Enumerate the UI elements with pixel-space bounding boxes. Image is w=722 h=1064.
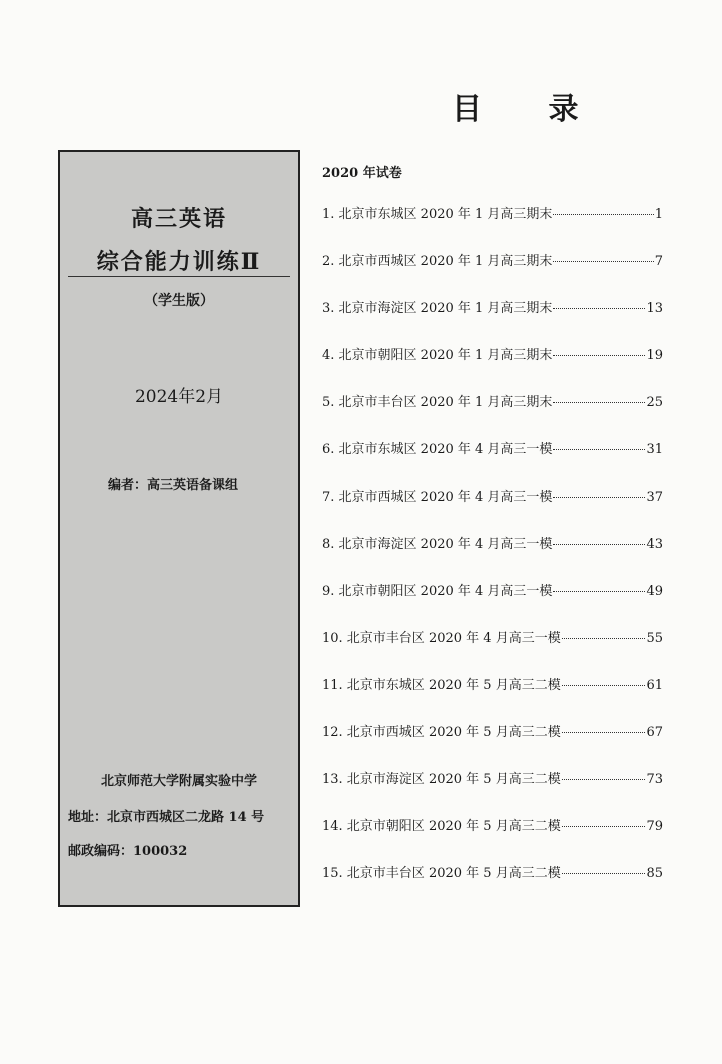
cover-subtitle: 综合能力训练Ⅱ xyxy=(96,249,262,275)
toc-entry-page: 73 xyxy=(646,772,663,788)
toc-entry-page: 67 xyxy=(646,725,663,741)
toc-entry[interactable] xyxy=(322,815,663,862)
cover-postcode: 邮政编码：100032 xyxy=(68,844,188,859)
toc-entry-label: 2. 北京市西城区 2020 年 1 月高三期末 xyxy=(322,254,553,270)
dot-leader xyxy=(553,261,653,262)
cover-panel xyxy=(58,150,300,907)
dot-leader xyxy=(562,732,646,733)
toc-entry[interactable] xyxy=(322,674,663,721)
toc-entry[interactable] xyxy=(322,533,663,580)
dot-leader xyxy=(553,497,645,498)
toc-entry-label: 13. 北京市海淀区 2020 年 5 月高三二模 xyxy=(322,772,561,788)
toc-entry-page: 61 xyxy=(646,677,663,693)
cover-divider xyxy=(68,276,290,277)
toc-entry-label: 12. 北京市西城区 2020 年 5 月高三二模 xyxy=(322,725,561,741)
toc-entry-label: 10. 北京市丰台区 2020 年 4 月高三一模 xyxy=(322,630,561,646)
dot-leader xyxy=(553,402,645,403)
dot-leader xyxy=(562,826,646,827)
toc-entry-page: 19 xyxy=(646,348,663,364)
toc-entry-page: 1 xyxy=(654,207,663,222)
toc-entry[interactable] xyxy=(322,297,663,344)
toc-entry-page: 55 xyxy=(646,630,663,646)
toc-entry-page: 43 xyxy=(646,536,663,552)
cover-title: 高三英语 xyxy=(130,206,227,232)
dot-leader xyxy=(553,449,645,450)
toc-entry-page: 85 xyxy=(646,866,663,882)
dot-leader xyxy=(553,308,645,309)
toc-entry-page: 37 xyxy=(646,489,663,505)
toc-entry[interactable] xyxy=(322,721,663,768)
toc-entry[interactable] xyxy=(322,438,663,485)
toc-entry-label: 9. 北京市朝阳区 2020 年 4 月高三一模 xyxy=(322,583,553,599)
toc-entry-label: 4. 北京市朝阳区 2020 年 1 月高三期末 xyxy=(322,348,553,364)
toc-entry[interactable] xyxy=(322,768,663,815)
toc-entry[interactable] xyxy=(322,344,663,391)
page-title: 目 录 xyxy=(452,92,607,127)
cover-address: 地址：北京市西城区二龙路 14 号 xyxy=(68,810,265,825)
toc-entry[interactable] xyxy=(322,580,663,627)
toc-entry-label: 14. 北京市朝阳区 2020 年 5 月高三二模 xyxy=(322,819,561,835)
cover-editor: 编者：高三英语备课组 xyxy=(108,478,239,493)
cover-school: 北京师范大学附属实验中学 xyxy=(100,774,257,789)
toc-entry-label: 1. 北京市东城区 2020 年 1 月高三期末 xyxy=(322,207,553,222)
dot-leader xyxy=(553,355,645,356)
toc-entry[interactable] xyxy=(322,391,663,438)
toc-entry[interactable] xyxy=(322,627,663,674)
dot-leader xyxy=(562,779,646,780)
toc-entry-page: 79 xyxy=(646,819,663,835)
dot-leader xyxy=(553,591,645,592)
toc-entry[interactable] xyxy=(322,862,663,909)
cover-edition: （学生版） xyxy=(144,293,214,309)
toc-entry[interactable] xyxy=(322,203,663,250)
toc-entry-label: 5. 北京市丰台区 2020 年 1 月高三期末 xyxy=(322,395,553,411)
cover-date: 2024年2月 xyxy=(134,387,224,407)
dot-leader xyxy=(553,214,653,215)
toc-entry[interactable] xyxy=(322,486,663,533)
toc-entry-label: 6. 北京市东城区 2020 年 4 月高三一模 xyxy=(322,442,553,458)
toc-entry-page: 31 xyxy=(646,442,663,458)
toc-entry-label: 15. 北京市丰台区 2020 年 5 月高三二模 xyxy=(322,866,561,882)
toc-entry-label: 7. 北京市西城区 2020 年 4 月高三一模 xyxy=(322,489,553,505)
dot-leader xyxy=(562,873,646,874)
toc-entry-page: 7 xyxy=(654,254,663,270)
dot-leader xyxy=(562,638,646,639)
toc-entry-label: 3. 北京市海淀区 2020 年 1 月高三期末 xyxy=(322,301,553,317)
toc-entry-label: 8. 北京市海淀区 2020 年 4 月高三一模 xyxy=(322,536,553,552)
toc-entry[interactable] xyxy=(322,250,663,297)
toc-entry-page: 49 xyxy=(646,583,663,599)
toc-entry-page: 25 xyxy=(646,395,663,411)
toc-entry-label: 11. 北京市东城区 2020 年 5 月高三二模 xyxy=(322,677,561,693)
dot-leader xyxy=(562,685,646,686)
toc-list xyxy=(322,203,663,909)
toc-entry-page: 13 xyxy=(646,301,663,317)
section-heading: 2020 年试卷 xyxy=(322,166,402,181)
dot-leader xyxy=(553,544,645,545)
